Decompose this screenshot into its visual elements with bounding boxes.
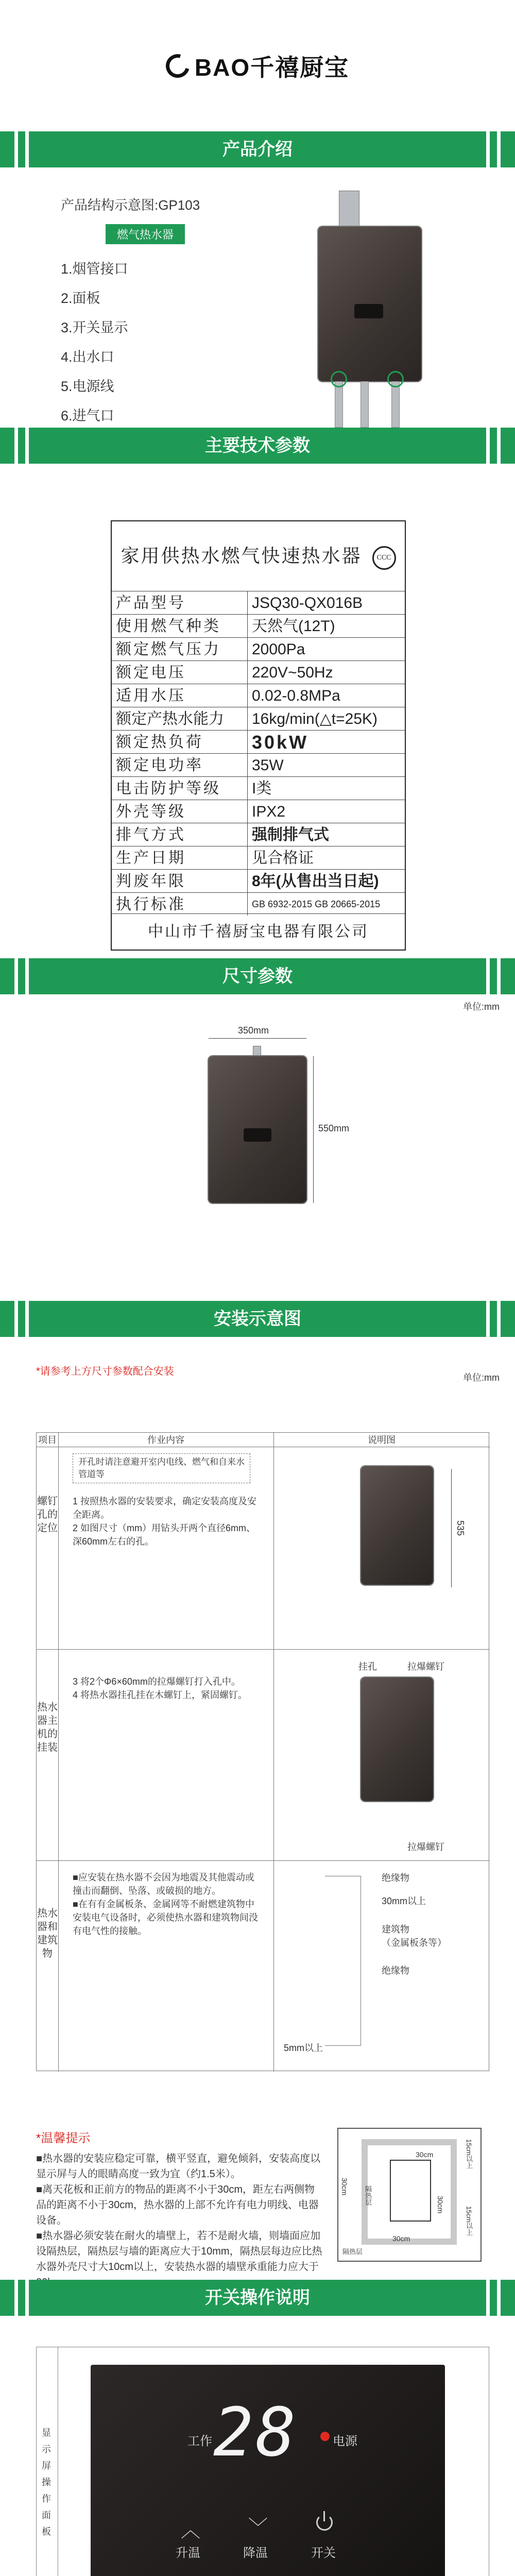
- spec-row: [112, 892, 405, 916]
- pipe-water-out: [391, 381, 400, 428]
- heater-dimension-illustration: [209, 1056, 306, 1203]
- spec-label: 外壳等级: [116, 803, 186, 820]
- spec-value: 8年(从售出当日起): [252, 873, 379, 890]
- spec-label: 适用水压: [116, 687, 186, 704]
- brand-header: [0, 49, 515, 83]
- spec-label: 判废年限: [116, 873, 186, 890]
- spec-value: 天然气(12T): [252, 618, 335, 635]
- clearance-side-bottom: 15cm以上: [465, 2206, 473, 2236]
- install-heater-illustration: [361, 1677, 433, 1801]
- spec-row: [112, 684, 405, 707]
- install-dim-line: [451, 1469, 452, 1587]
- section-title-install: 安装示意图: [214, 1309, 301, 1329]
- part-item: 6.进气口: [61, 408, 114, 423]
- dimension-unit: 单位:mm: [463, 1002, 500, 1012]
- spec-row: [112, 869, 405, 892]
- install-note: *请参考上方尺寸参数配合安装: [36, 1366, 174, 1377]
- label-building: 建筑物 （金属板条等）: [382, 1924, 447, 1948]
- spec-value: 0.02-0.8MPa: [252, 687, 340, 704]
- spec-value: I类: [252, 780, 272, 797]
- heater-illustration: [318, 227, 421, 381]
- tips-text: ■热水器的安装应稳定可靠，横平竖直，避免倾斜，安装高度以显示屏与人的眼睛高度一致为宜（约1.5米）。 ■离天花板和正前方的物品的距离不小于30cm，距左右两侧物品的距离不小于30cm，热水器的上部不允许有电力明线、电器设备。 ■热水器必须安装在耐火的墙壁上，若不是耐火墙，则墙面应加设隔热层，隔热层与墙的距离应大于10mm，隔热层每边应比热水器外壳尺寸大10cm以上，安装热水器的墙壁承重能力应大于: [36, 2153, 322, 2273]
- label-insulator: 绝缘物: [382, 1873, 409, 1883]
- part-item: 5.电源线: [61, 379, 114, 394]
- spec-row: [112, 776, 405, 800]
- spec-label: 额定电压: [116, 664, 186, 681]
- dimension-height-line: [313, 1056, 314, 1203]
- clearance-right: 30cm: [436, 2196, 444, 2214]
- table-divider: [58, 1433, 59, 2072]
- product-caption: 产品结构示意图:GP103: [61, 197, 200, 213]
- install-warning-text: 开孔时请注意避开室内电线、燃气和自来水管道等: [78, 1457, 245, 1479]
- part-item: 1.烟管接口: [61, 261, 128, 277]
- install-warning-box: [73, 1453, 250, 1483]
- spec-row: [112, 707, 405, 730]
- part-item: 3.开关显示: [61, 320, 128, 335]
- work-indicator-label: 工作: [187, 2434, 212, 2448]
- spec-row: [112, 614, 405, 637]
- chevron-up-icon[interactable]: ︿: [181, 2520, 201, 2541]
- spec-label: 额定产热水能力: [116, 710, 224, 727]
- wall-illustration: [325, 1876, 361, 2046]
- temp-up-button[interactable]: 升温: [176, 2546, 200, 2560]
- label-min-gap: 5mm以上: [284, 2043, 323, 2053]
- spec-value: GB 6932-2015 GB 20665-2015: [252, 899, 381, 909]
- table-divider: [37, 1649, 489, 1650]
- spec-row: [112, 753, 405, 776]
- flue-pipe: [339, 191, 359, 227]
- install-dim-535: 535: [455, 1520, 466, 1536]
- section-title-intro: 产品介绍: [222, 140, 293, 159]
- clearance-left: 30cm: [340, 2178, 349, 2196]
- heater-display: [354, 304, 383, 318]
- spec-label: 排气方式: [116, 826, 186, 843]
- install-step-text: 3 将2个Φ6×60mm的拉爆螺钉打入孔中。 4 将热水器挂孔挂在木螺钉上，紧固螺钉。: [73, 1676, 248, 1700]
- pipe-gas: [335, 381, 343, 428]
- dimension-height: 550mm: [318, 1123, 350, 1133]
- spec-title-text: 家用供热水燃气快速热水器: [121, 546, 362, 566]
- spec-label: 电击防护等级: [116, 780, 221, 797]
- part-item: 2.面板: [61, 291, 100, 306]
- pipe-water-in: [360, 381, 369, 428]
- label-heat-layer-2: 隔热层: [342, 2248, 363, 2256]
- dimension-width: 350mm: [238, 1025, 269, 1036]
- spec-value: 30kW: [252, 732, 309, 753]
- power-indicator-icon: [320, 2432, 330, 2441]
- install-header-item: 项目: [37, 1433, 58, 1447]
- spec-value: JSQ30-QX016B: [252, 595, 363, 612]
- ccc-cert-icon: CCC: [372, 546, 396, 570]
- spec-row: [112, 800, 405, 823]
- control-panel: [91, 2365, 445, 2576]
- spec-label: 额定热负荷: [116, 734, 203, 751]
- spec-row: [112, 660, 405, 684]
- brand-logo: [166, 49, 349, 83]
- table-divider: [273, 1433, 274, 2072]
- label-insulator-2: 绝缘物: [382, 1965, 409, 1976]
- spec-value: 35W: [252, 757, 284, 774]
- install-step-text: 1 按照热水器的安装要求，确定安装高度及安全距离。 2 如图尺寸（mm）用钻头开两个直径6mm、深60mm左右的孔。: [73, 1496, 257, 1547]
- brand-name: BAO千禧厨宝: [194, 54, 350, 81]
- spec-table: [111, 520, 406, 951]
- install-unit: 单位:mm: [463, 1372, 500, 1383]
- temp-down-button[interactable]: 降温: [243, 2546, 268, 2560]
- spec-label: 额定燃气压力: [116, 641, 221, 658]
- temperature-display: 28: [213, 2393, 298, 2471]
- power-icon-line: [323, 2511, 325, 2521]
- tips-title: *温馨提示: [36, 2131, 91, 2145]
- label-anchor-bolt: 拉爆螺钉: [407, 1662, 444, 1672]
- section-title-operation: 开关操作说明: [205, 2288, 310, 2308]
- power-button[interactable]: 开关: [311, 2546, 336, 2560]
- product-tag: 燃气热水器: [106, 224, 185, 244]
- spec-label: 使用燃气种类: [116, 618, 221, 635]
- spec-value: 强制排气式: [252, 826, 329, 843]
- label-heat-layer: 隔热层: [364, 2185, 372, 2206]
- heater-display: [244, 1128, 271, 1142]
- spec-table-title: [112, 521, 405, 591]
- panel-side-cell: [37, 2347, 58, 2576]
- spec-row: [112, 591, 405, 614]
- clearance-bottom: 30cm: [392, 2234, 410, 2243]
- spec-row: [112, 846, 405, 869]
- spec-label: 产品型号: [116, 595, 186, 612]
- clearance-side-top: 15cm以上: [465, 2139, 473, 2169]
- spec-label: 额定电功率: [116, 757, 203, 774]
- clearance-top: 30cm: [416, 2150, 434, 2159]
- install-step-text: ■应安装在热水器不会因为地震及其他震动或撞击而翻倒、坠落、或破损的地方。 ■在有有金属板条、金属网等不耐燃建筑物中安装电气设备时，必须使热水器和建筑物间没有电气性的接触。: [73, 1872, 258, 1936]
- label-clearance: 30mm以上: [382, 1896, 426, 1906]
- spec-value: 220V~50Hz: [252, 664, 333, 681]
- clearance-diagram: [337, 2128, 482, 2262]
- spec-label: 生产日期: [116, 850, 186, 867]
- part-item: 4.出水口: [61, 349, 114, 365]
- install-table: [36, 1432, 489, 2071]
- spec-row: [112, 730, 405, 753]
- install-header-content: 作业内容: [58, 1433, 273, 1447]
- panel-side-label: 显示屏操作面板: [42, 2428, 51, 2537]
- install-step-title: 螺钉孔的定位: [37, 1496, 58, 1534]
- spec-row: [112, 823, 405, 846]
- label-anchor-bolt-bottom: 拉爆螺钉: [407, 1842, 444, 1852]
- install-step-title: 热水器和建筑物: [37, 1908, 58, 1959]
- flue-pipe: [253, 1046, 261, 1056]
- spec-value: 见合格证: [252, 850, 314, 867]
- spec-row: [112, 637, 405, 660]
- install-step-title: 热水器主机的挂装: [37, 1702, 58, 1753]
- install-header-diagram: 说明图: [273, 1433, 490, 1447]
- heater-outline: [390, 2160, 431, 2222]
- dimension-width-line: [209, 1038, 306, 1039]
- chevron-down-icon[interactable]: ﹀: [248, 2517, 268, 2539]
- spec-value: 2000Pa: [252, 641, 305, 658]
- section-title-specs: 主要技术参数: [205, 436, 310, 455]
- brand-logo-icon: [161, 50, 194, 82]
- power-indicator-label: 电源: [333, 2434, 357, 2448]
- spec-value: IPX2: [252, 803, 286, 820]
- spec-label: 执行标准: [116, 896, 186, 913]
- spec-value: 16kg/min(△t=25K): [252, 710, 378, 727]
- table-divider: [37, 1860, 489, 1861]
- label-hang-hole: 挂孔: [358, 1662, 377, 1672]
- valve-icon: [387, 371, 404, 387]
- section-title-dimensions: 尺寸参数: [222, 967, 293, 986]
- valve-icon: [331, 371, 347, 387]
- spec-footer-company: 中山市千禧厨宝电器有限公司: [112, 913, 405, 950]
- install-heater-illustration: [361, 1466, 433, 1585]
